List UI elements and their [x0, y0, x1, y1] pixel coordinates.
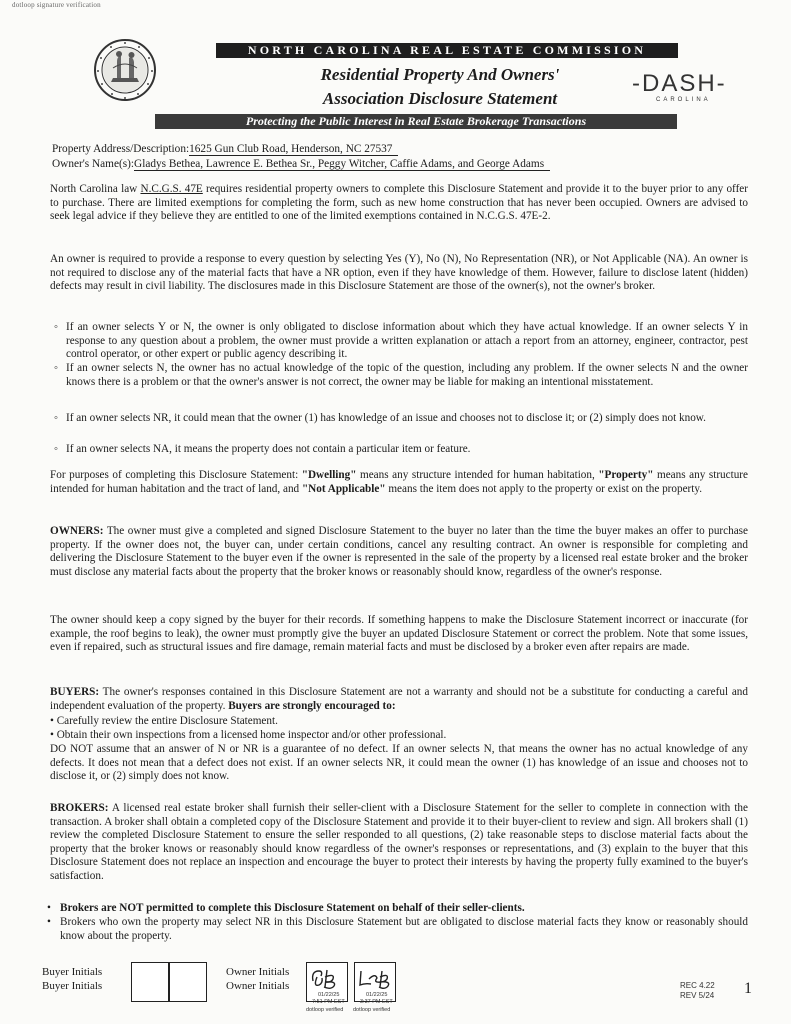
- commission-banner: NORTH CAROLINA REAL ESTATE COMMISSION: [216, 43, 678, 58]
- form-title-line2: Association Disclosure Statement: [322, 89, 558, 108]
- buyers-bullet-1: • Carefully review the entire Disclosure Statement.: [50, 715, 278, 727]
- copy-paragraph: The owner should keep a copy signed by the buyer for their records. If something happens to make the Disclosure Statement incorrect or inaccurate (for example, the roof begins to leak), the owner must promptly give the buyer an updated Disclosure Statement or correct the problem. Note that some issues, even if repaired, such as structural issues and fire damage, remain material facts and must be disclosed by a broker even after repairs are made.: [50, 614, 748, 654]
- owner-bullet-1: ◦ If an owner selects Y or N, the owner is only obligated to disclose information about which they have actual knowledge. If an owner selects Y in response to any question about a problem, the owner must provide a written explanation or attach a report from an attorney, engineer, contractor, pest control operator, or other expert or public agency describing it.: [54, 321, 748, 361]
- dotloop-strip: dotloop signature verification: [12, 1, 101, 9]
- owners-heading: OWNERS:: [50, 525, 104, 537]
- owner-required-paragraph: An owner is required to provide a response to every question by selecting Yes (Y), No (N), No Representation (NR), or Not Applicable (NA). An owner is not required to disclose any of the material facts that have a NR option, even if they have knowledge of them. However, failure to disclose latent (hidden) defects may result in civil liability. The disclosures made in this Disclosure Statement are those of the owner(s), not the owner's broker.: [50, 253, 748, 293]
- form-rev-code: REV 5/24: [680, 991, 715, 1000]
- sig2-time: 3:37 PM EST: [360, 999, 393, 1005]
- owner-bullet-3: ◦ If an owner selects NR, it could mean that the owner (1) has knowledge of an issue and chooses not to disclose it; or (2) simply does not know.: [54, 412, 706, 424]
- brokers-section: BROKERS: A licensed real estate broker shall furnish their seller-client with a Disclosure Statement for the seller to complete in connection with the transaction. A broker shall obtain a completed copy of the Disclosure Statement and provide it to their buyer-client to review and sign. All brokers shall (1) review the completed Disclosure Statement to ensure the seller responded to all questions, (2) take reasonable steps to disclose material facts about the property that the broker knows or reasonably should know regardless of the owner's responses or representations, and (3) explain to the buyer that this Disclosure Statement does not replace an inspection and encourage the buyer to protect their interests by having the property fully examined to the buyer's satisfaction.: [50, 802, 748, 882]
- sig1-time: 7:51 PM EST: [312, 999, 345, 1005]
- owner-names-label: Owner's Name(s):: [52, 158, 135, 170]
- statute-link: N.C.G.S. 47E: [140, 183, 203, 195]
- brokers-bullet-1: • Brokers are NOT permitted to complete this Disclosure Statement on behalf of their seller-clients.: [47, 902, 525, 914]
- property-address-label: Property Address/Description:: [52, 143, 190, 155]
- owners-section: OWNERS: The owner must give a completed and signed Disclosure Statement to the buyer no later than the time the buyer makes an offer to purchase property. If the owner does not, the buyer can, under certain conditions, cancel any resulting contract. An owner is responsible for completing and delivering the Disclosure Statement to the buyer even if the owner is represented in the sale of the property by a licensed real estate broker and the broker must disclose any material facts about the property that the broker knows or reasonably should know, regardless of the owner's response.: [50, 525, 748, 578]
- buyers-heading: BUYERS:: [50, 686, 100, 698]
- owner-names-value[interactable]: Gladys Bethea, Lawrence E. Bethea Sr., Peggy Witcher, Caffie Adams, and George Adams: [134, 158, 550, 171]
- property-address-value[interactable]: 1625 Gun Club Road, Henderson, NC 27537: [189, 143, 398, 156]
- page-number: 1: [744, 980, 752, 997]
- intro-paragraph: North Carolina law N.C.G.S. 47E requires residential property owners to complete this Disclosure Statement and provide it to the buyer prior to any offer to purchase. There are limited exemptions for completing the form, such as new home construction that has never been occupied. Owners are advised to seek legal advice if they believe they are entitled to one of the limited exemptions contained in N.C.G.S. 47E-2.: [50, 183, 748, 223]
- sig1-verified: dotloop verified: [306, 1007, 344, 1013]
- owner-bullet-4: ◦ If an owner selects NA, it means the property does not contain a particular item or feature.: [54, 443, 471, 455]
- owner-names-row: [52, 158, 550, 170]
- sig2-verified: dotloop verified: [353, 1007, 391, 1013]
- buyer-initials-box-1[interactable]: [131, 962, 169, 1002]
- buyers-section: BUYERS: The owner's responses contained in this Disclosure Statement are not a warranty and should not be a substitute for conducting a careful and independent evaluation of the property. Buyers are strongly encouraged to:: [50, 686, 748, 712]
- nc-commission-seal-icon: [93, 38, 157, 102]
- owner-initials-label-2: Owner Initials: [226, 980, 290, 992]
- dash-carolina-logo: [632, 70, 742, 110]
- form-title-line1: Residential Property And Owners': [320, 65, 560, 84]
- brokers-heading: BROKERS:: [50, 802, 109, 814]
- sig1-date: 01/22/25: [318, 992, 340, 998]
- sig2-date: 01/22/25: [366, 992, 388, 998]
- owner-bullet-2: ◦ If an owner selects N, the owner has no actual knowledge of the topic of the question, including any problem. If the owner selects N and the owner knows there is a problem or that the owner's answer is not correct, the owner may be liable for making an intentional misstatement.: [54, 362, 748, 388]
- form-rec-code: REC 4.22: [680, 981, 715, 990]
- do-not-assume-paragraph: DO NOT assume that an answer of N or NR is a guarantee of no defect. If an owner selects N, that means the owner has no actual knowledge of any defects. It does not mean that a defect does not exist. If an owner selects NR, it could mean the owner (1) has knowledge of an issue and chooses not to disclose it, or (2) simply does not know.: [50, 743, 748, 783]
- buyer-initials-box-2[interactable]: [169, 962, 207, 1002]
- tagline-banner: Protecting the Public Interest in Real Estate Brokerage Transactions: [155, 114, 677, 129]
- buyer-initials-label-2: Buyer Initials: [42, 980, 103, 992]
- buyers-bullet-2: • Obtain their own inspections from a licensed home inspector and/or other professional.: [50, 729, 447, 741]
- dash-logo-word: -DASH-: [632, 70, 727, 97]
- dash-logo-sub: CAROLINA: [656, 97, 711, 103]
- brokers-bullet-2: • Brokers who own the property may select NR in this Disclosure Statement but are obligated to disclose material facts they know or reasonably should know about the property.: [47, 916, 748, 942]
- owner-initials-label-1: Owner Initials: [226, 966, 290, 978]
- property-address-row: [52, 143, 398, 155]
- purposes-paragraph: For purposes of completing this Disclosure Statement: "Dwelling" means any structure intended for human habitation, "Property" means any structure intended for human habitation and the tract of land, and "Not Applicable" means the item does not apply to the property or exist on the property.: [50, 469, 748, 495]
- buyer-initials-label-1: Buyer Initials: [42, 966, 103, 978]
